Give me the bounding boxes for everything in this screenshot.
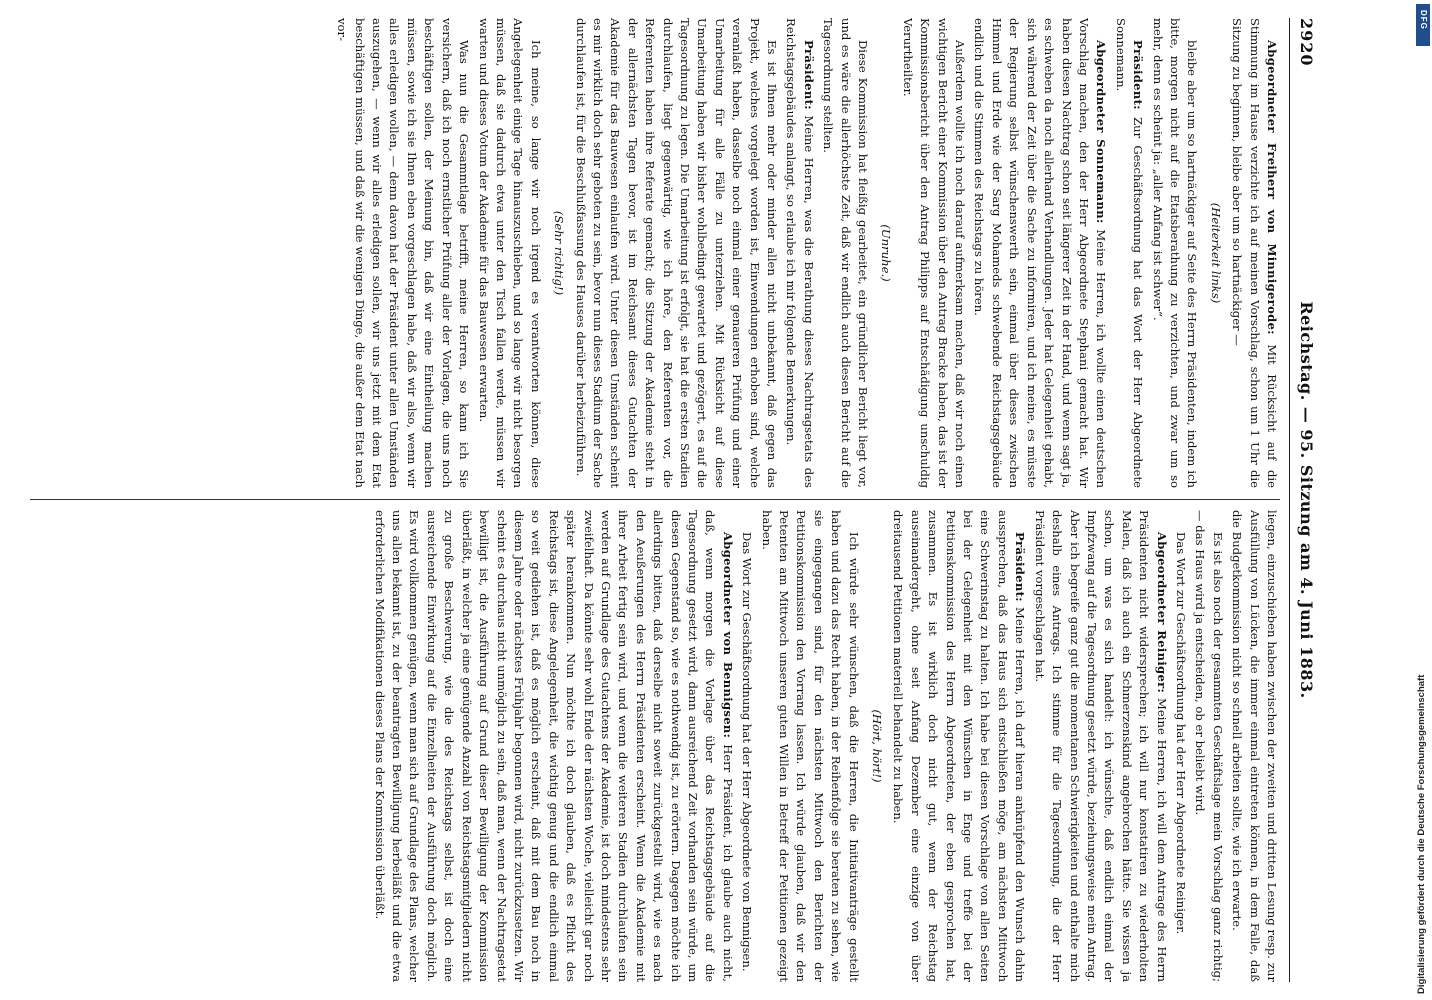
paragraph-text: Außerdem wollte ich noch darauf aufmerksam machen, daß wir noch einen wichtigen Bericht einer Kommission über den Antrag Bracke haben, das ist der Kommissionsbericht über den Antrag Philipps auf Entschädigung unschuldig Verurtheilter. bbox=[900, 18, 968, 488]
document-page bbox=[20, 8, 1328, 992]
paragraph bbox=[474, 18, 544, 488]
paragraph-text: Meine Herren, ich will dem Antrage des Herrn Präsidenten nicht widersprechen; ich will nur konstatiren zu wiederholten Malen, daß ich auch ein Schmerzenskind angebrochen hätte. Sie wissen ja schon, um was es sich handelt: ich wünschte, daß endlich einmal der Impfzwang auf die Tagesordnung gesetzt würde, beziehungsweise mein Antrag. Aber ich begreife ganz gut die momentanen Schwierigkeiten und enthalte mich deshalb eines Antrags. Ich stimme für die Tagesordnung, die der Herr Präsident vorgeschlagen hat. bbox=[1032, 510, 1169, 982]
paragraph-text: Was nun die Gesammtlage betrifft, meine Herren, so kann ich Sie versichern, daß ich noch ernstlicher Prüfung aller der Vorlagen, die uns noch beschäftigen sollen, der Meinung bin, daß wir eine Eintheilung machen müssen, sowie ich sie Ihnen eben vorgeschlagen habe, daß wir also, wenn wir alles erledigen wollen, — denn davon hat der Präsident unter allen Umständen auszugehen, — wenn wir alles erledigen sollen, wir uns jetzt mit dem Etat beschäftigen müssen, und daß wir die wenigen Dinge, die außer dem Etat nach vor- bbox=[335, 18, 472, 488]
speaker-name: Abgeordneter von Bennigsen: bbox=[720, 532, 735, 739]
paragraph-text: Das Wort zur Geschäftsordnung hat der Herr Abgeordnete von Bennigsen. bbox=[740, 532, 755, 972]
paragraph-text: Herr Präsident, ich glaube auch nicht, daß, wenn morgen die Vorlage über das Reichstagsgebäude auf die Tagesordnung gesetzt wird, dann ausreichend Zeit vorhanden sein würde, um diesen Gegenstand so, wie es nothwendig ist, zu erörtern. Dagegen möchte ich allerdings bitten, daß derselbe nicht soweit zurückgestellt wird, wie es nach den Aeußerungen des Herrn Präsidenten erscheint. Wenn die Akademie mit ihrer Arbeit fertig sein wird, und wenn die weiteren Stadien durchlaufen sein werden auf Grundlage des Gutachtens der Akademie, ist doch mindestens sehr zweifelhaft. Da könnte sehr wohl Ende der nächsten Woche, vielleicht gar noch später herankommen. Nun möchte ich doch glauben, daß es Pflicht des Reichstags ist, diese Angelegenheit, die wichtig genug und die endlich einmal so weit gediehen ist, daß es möglich erscheint, daß mit dem Bau noch in diesem Jahre oder nächstes Frühjahr begonnen wird, nicht zurückzusetzen. Wir scheint es durchaus nicht unmöglich zu sein, daß man, wenn der Nachtragsetat bewilligt ist, die Ausführung auf Grund dieser Bewilligung der Kommission überläßt, in welcher ja eine genügende Anzahl von Reichstagsmitgliedern nicht zu große Beschwerung, wie die des Reichstags selbst, ist doch eine ausreichende Einwirkung auf die Einzelheiten der Ausführung doch möglich. Es wird vollkommen genügen, wenn man sich auf Grundlage des Plans, welcher uns allen bekannt ist, zu der beantragten Bewilligung herbeiläßt und die etwa erforderlichen Modifikationen dieses Plans der Kommission überläßt. bbox=[372, 510, 735, 982]
speaker-name: Abgeordneter Sonnemann: bbox=[1094, 40, 1109, 224]
digitization-footer bbox=[1414, 0, 1432, 1000]
paragraph-text: Ich meine, so lange wir noch irgend es verantworten können, diese Angelegenheit einige Tage hinauszuschieben, und so lange wir nicht besorgen müssen, daß sie dadurch etwa unter den Tisch fallen werde, müssen wir warten und dieses Votum der Akademie für das Bauwesen erwarten. bbox=[476, 18, 543, 488]
paragraph-text: Diese Kommission hat fleißig gearbeitet, ein gründlicher Bericht liegt vor, und es wäre die allerhöchste Zeit, daß wir endlich auch diesen Bericht auf die Tagesordnung stellten. bbox=[821, 18, 871, 488]
running-head bbox=[1289, 18, 1320, 982]
paragraph bbox=[1228, 18, 1280, 488]
paragraph bbox=[370, 510, 736, 982]
interjection: (Heiterkeit links) bbox=[1208, 202, 1223, 304]
paragraph-text: Meine Herren, was die Berathung dieses Nachtragsetats des Reichstagsgebäudes anlangt, so erlaube ich mir folgende Bemerkungen. bbox=[784, 18, 816, 488]
paragraph-text: Es ist also noch der gesammten Geschäftslage mein Vorschlag ganz richtig; — das Haus wird ja entscheiden, ob er beliebt wird. bbox=[1193, 510, 1225, 982]
column-divider bbox=[30, 499, 1280, 500]
interjection: (Unruhe.) bbox=[879, 224, 894, 282]
paragraph-text: Das Wort zur Geschäftsordnung hat der Herr Abgeordnete Reiniger. bbox=[1173, 532, 1188, 935]
paragraph bbox=[970, 18, 1109, 488]
paragraph-text: bleibe aber um so hartnäckiger auf Seite des Herrn Präsidenten, indem ich bitte, morgen nicht auf die Etatsberathung zu verzichten, und zwar um so mehr, denn es scheint ja: „aller Anfang ist schwer“. bbox=[1150, 18, 1200, 488]
paragraph bbox=[1191, 510, 1226, 982]
paragraph-text: Mit Rücksicht auf die Stimmung im Hause verzichte ich auf meinen Vorschlag, schon um 1 Uhr die Sitzung zu beginnen, bleibe aber um so hartnäckiger — bbox=[1230, 18, 1279, 488]
funding-credit: Digitalisierung gefördert durch die Deutsche Forschungsgemeinschaft bbox=[1416, 674, 1427, 994]
paragraph bbox=[1030, 510, 1169, 982]
paragraph bbox=[1148, 18, 1200, 488]
speaker-name: Präsident: bbox=[1131, 40, 1146, 110]
text-column-right bbox=[30, 510, 1280, 982]
page-number: 2920 bbox=[1297, 18, 1316, 67]
interjection: (Sehr richtig!) bbox=[552, 210, 567, 296]
paragraph bbox=[889, 510, 1028, 982]
dfg-logo: DFG bbox=[1416, 4, 1430, 46]
speaker-name: Präsident: bbox=[1013, 532, 1028, 602]
paragraph-text: Meine Herren, ich darf hieran anknüpfend den Wunsch dahin aussprechen, daß das Haus sich entschließen möge, am nächsten Mittwoch eine Schwerinstag zu halten. Ich habe bei diesen Vorschlage von allen Seiten bei der Gelegenheit mit den Wünschen in Enge und treffe bei der Petitionskommission des Herrn Abgeordneten, der eben gesprochen hat, zusammen. Es ist wirklich doch nicht gut, wenn der Reichstag auseinandergeht, ohne seit Anfang Dezember eine einzige von über dreitausend Petitionen materiell behandelt zu haben. bbox=[891, 510, 1028, 982]
page-title: Reichstag. — 95. Sitzung am 4. Juni 1883. bbox=[1297, 301, 1316, 699]
paragraph bbox=[898, 18, 968, 488]
paragraph bbox=[333, 18, 472, 488]
speaker-name: Abgeordneter Reiniger: bbox=[1154, 532, 1169, 694]
paragraph bbox=[1111, 18, 1146, 488]
text-column-left bbox=[30, 18, 1280, 488]
paragraph bbox=[1228, 510, 1280, 982]
rotated-page bbox=[20, 8, 1328, 992]
paragraph-text: Zur Geschäftsordnung hat das Wort der Herr Abgeordnete Sonnemann. bbox=[1113, 18, 1146, 488]
paragraph bbox=[819, 18, 871, 488]
paragraph-text: liegen, einzuschieben haben zwischen der zweiten und dritten Lesung resp. zur Ausfüllung von Lücken, die immer einmal eintreten können, in dem Falle, daß die Budgetkommission nicht so schnell arbeiten sollte, wie ich erwarte. bbox=[1230, 510, 1279, 982]
speaker-name: Präsident: bbox=[801, 40, 816, 110]
paragraph bbox=[757, 510, 861, 982]
paragraph bbox=[738, 510, 755, 982]
paragraph bbox=[1172, 510, 1189, 982]
paragraph bbox=[571, 18, 780, 488]
interjection: (Hört, hört!) bbox=[870, 709, 885, 783]
paragraph-text: Meine Herren, ich wollte einen deutschen Vorschlag machen, den der Herr Abgeordnete Stephani gemacht hat. Wir haben diesen Nachtrag schon seit längerer Zeit in der Hand, und wenn sagt ja, es schweben da noch allerhand Verhandlungen. Jeder hat Gelegenheit gehabt, sich während der Zeit über die Sache zu informiren, und ich meine, es müsste der Regierung selbst wünschenswerth sein, einmal über dieses zwischen Himmel und Erde wie der Sarg Mohameds schwebende Reichstagsgebäude endlich und die Stimmen des Reichstags zu hören. bbox=[972, 18, 1109, 488]
speaker-name: Abgeordneter Freiherr von Minnigerode: bbox=[1265, 40, 1279, 335]
paragraph-text: Ich würde sehr wünschen, daß die Herren, die Initiativanträge gestellt haben und dazu das Recht haben, in der Reihenfolge sie beraten zu sehen, wie sie eingegangen sind, für den nächsten Mittwoch den Berichten der Petitionskommission den Vorrang lassen. Ich würde glauben, daß wir den Petenten am Mittwoch unseren guten Willen in Betreff der Petitionen gezeigt haben. bbox=[759, 510, 861, 982]
paragraph-text: Es ist Ihnen mehr oder minder allen nicht unbekannt, daß gegen das Projekt, welches vorgelegt worden ist, Einwendungen erhoben sind, welche veranlaßt haben, dasselbe noch einmal einer genaueren Prüfung und einer Umarbeitung für alle Fälle zu unterziehen. Mit Rücksicht auf diese Umarbeitung haben wir bisher wohlbedingt gewartet und gezögert, es auf die Tagesordnung zu legen. Die Umarbeitung ist erfolgt, sie hat die ersten Stadien durchlaufen, liegt gegenwärtig, wie ich höre, den Referenten vor, die Referenten haben ihre Referate gemacht; die Sitzung der Akademie steht in der allernächsten Tagen bevor, ist im Reichsamt dieses Gutachten der Akademie für das Bauwesen einlaufen wird. Unter diesen Umständen scheint es mir wirklich doch sehr geboten zu sein, bevor nun dieses Stadium der Sache durchlaufen ist, für die Beschlußfassung des Hauses darüber herbeizuführen. bbox=[573, 18, 780, 488]
paragraph bbox=[782, 18, 817, 488]
